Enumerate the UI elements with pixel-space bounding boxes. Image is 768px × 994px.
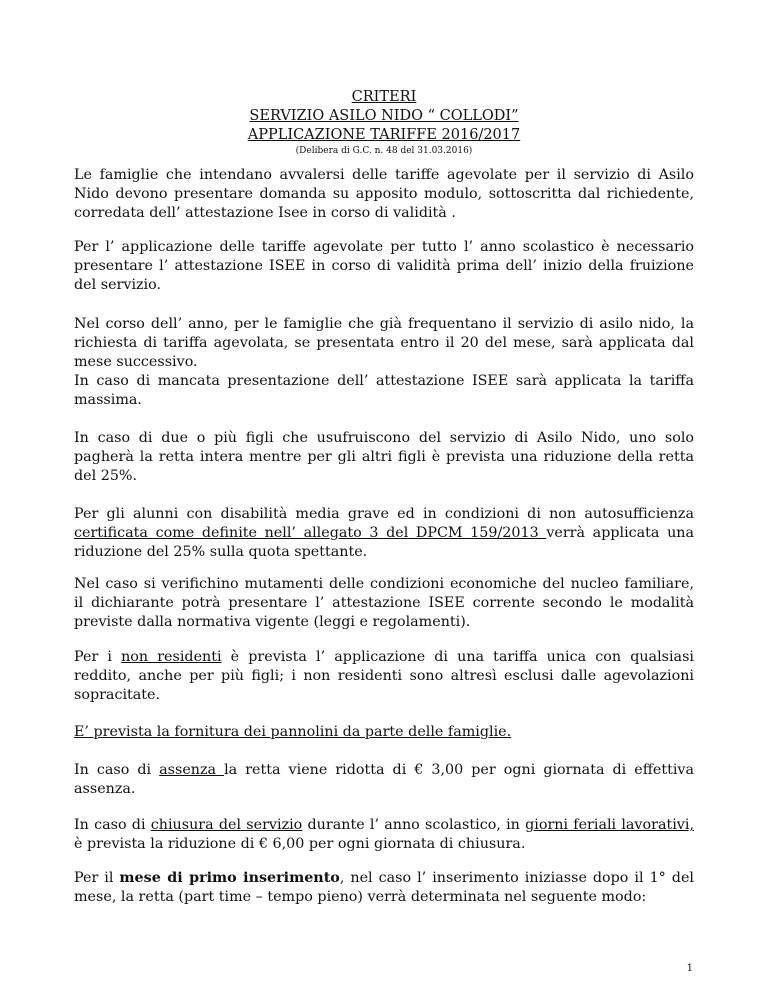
chiusura-text-3: è prevista la riduzione di € 6,00 per ogni giornata di chiusura. [74,836,526,852]
disabilita-text-2: verrà applicata una riduzione del 25% sulla quota spettante. [74,525,695,560]
non-residenti-underlined: non residenti [121,649,222,665]
header-servizio: SERVIZIO ASILO NIDO “ COLLODI” [249,108,519,124]
header-criteri: CRITERI [351,89,417,105]
paragraph-inserimento [74,869,694,907]
assenza-underlined: assenza [159,762,225,778]
paragraph-pannolini: E’ prevista la fornitura dei pannolini da parte delle famiglie. [74,724,512,740]
paragraph-due-figli: In caso di due o più figli che usufruiscono del servizio di Asilo Nido, uno solo pagherà la retta intera mentre per gli altri figli è prevista una riduzione della retta del 25%. [74,430,694,484]
paragraph-mutamenti: Nel caso si verifichino mutamenti delle condizioni economiche del nucleo familiare, il dichiarante potrà presentare l’ attestazione ISEE corrente secondo le modalità previste dalla normativa vigente (leggi e regolamenti). [74,576,694,630]
paragraph-corso-anno [74,315,694,410]
inserimento-text-1: Per il [74,870,120,886]
page-number: 1 [686,963,693,974]
non-residenti-text-1: Per i [74,649,122,665]
chiusura-text-2: durante l’ anno scolastico, in [302,817,526,833]
paragraph-assenza [74,761,694,799]
paragraph-disabilita [74,505,694,562]
assenza-text-2: la retta viene ridotta di € 3,00 per ogni giornata di effettiva assenza. [74,762,694,797]
non-residenti-text-2: è prevista l’ applicazione di una tariffa unica con qualsiasi reddito, anche per più figli; i non residenti sono altresì esclusi dalle agevolazioni sopracitate. [74,649,694,703]
header-tariffe: APPLICAZIONE TARIFFE 2016/2017 [247,127,521,143]
inserimento-text-2: , nel caso l’ inserimento iniziasse dopo il 1° del mese, la retta (part time – tempo pieno) verrà determinata nel seguente modo: [74,870,694,905]
chiusura-underlined-2: giorni feriali lavorativi, [525,817,694,833]
chiusura-text-1: In caso di [74,817,151,833]
paragraph-tariffa-massima: In caso di mancata presentazione dell’ attestazione ISEE sarà applicata la tariffa massima. [74,373,694,408]
disabilita-underlined: certificata come definite nell’ allegato 3 del DPCM 159/2013 [74,525,547,541]
header-delibera: (Delibera di G.C. n. 48 del 31.03.2016) [295,146,473,156]
disabilita-text-1: Per gli alunni con disabilità media grave ed in condizioni di non autosufficienza [74,506,694,522]
paragraph-corso-anno-text: Nel corso dell’ anno, per le famiglie che già frequentano il servizio di asilo nido, la richiesta di tariffa agevolata, se presentata entro il 20 del mese, sarà applicata dal mese successivo. [74,316,694,370]
paragraph-attestazione: Per l’ applicazione delle tariffe agevolate per tutto l’ anno scolastico è necessario presentare l’ attestazione ISEE in corso di validità prima dell’ inizio della fruizione del servizio. [74,239,694,293]
inserimento-bold: mese di primo inserimento [119,870,340,886]
paragraph-domanda: Le famiglie che intendano avvalersi delle tariffe agevolate per il servizio di Asilo Nido devono presentare domanda su apposito modulo, sottoscritta dal richiedente, corredata dell’ attestazione Isee in corso di validità . [74,167,694,221]
chiusura-underlined-1: chiusura del servizio [150,817,303,833]
paragraph-chiusura [74,816,694,854]
paragraph-non-residenti [74,648,694,705]
assenza-text-1: In caso di [74,762,160,778]
